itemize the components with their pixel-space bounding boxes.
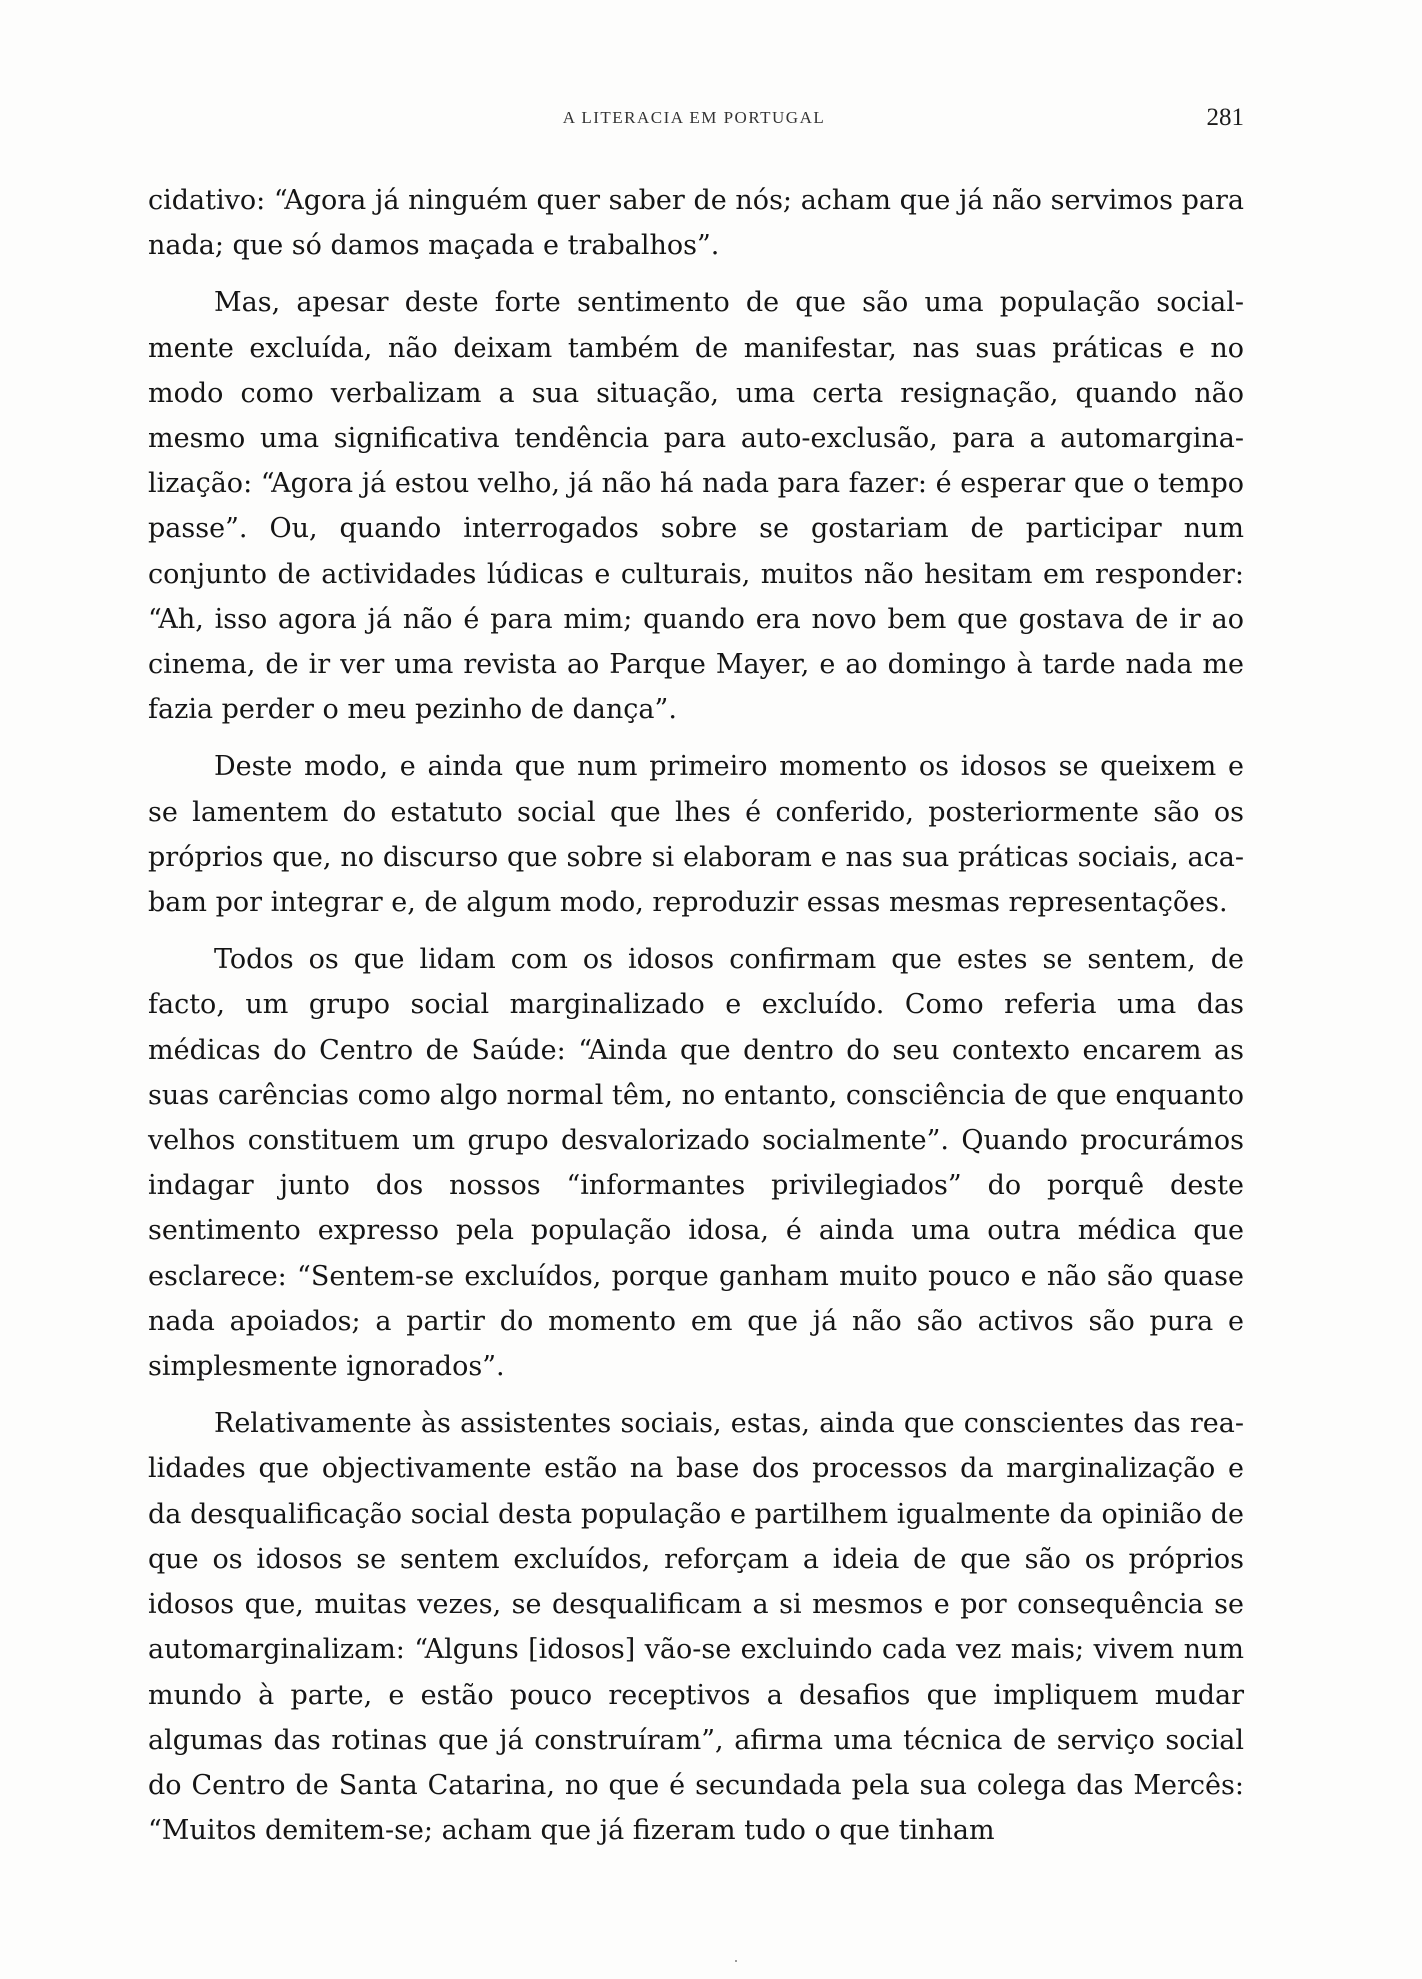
page-speck [735, 1960, 737, 1962]
paragraph: Relativamente às assistentes sociais, estas, ainda que conscientes das realidades que objectivamente estão na base dos processos da marginalização e da desqualificação social desta população e partilhem igualmente da opinião de que os idosos se sentem excluídos, reforçam a ideia de que são os próprios idosos que, muitas vezes, se desqualificam a si mesmos e por consequência se automarginalizam: “Alguns [idosos] vão-se excluindo cada vez mais; vivem num mundo à parte, e estão pouco receptivos a desafios que impliquem mudar algumas das rotinas que já construíram”, afirma uma técnica de serviço social do Centro de Santa Catarina, no que é secundada pela sua colega das Mercês: “Muitos demitem-se; acham que já fizeram tudo o que tinham [148, 1408, 1244, 1847]
paragraph-continued: cidativo: “Agora já ninguém quer saber de nós; acham que já não servimos para nada; que só damos maçada e trabalhos”. [148, 185, 1244, 262]
page-number: 281 [1206, 104, 1244, 131]
paragraph: Deste modo, e ainda que num primeiro momento os idosos se queixem e se lamentem do estatuto social que lhes é conferido, posteriormente são os próprios que, no discurso que sobre si elaboram e nas sua práticas sociais, acabam por integrar e, de algum modo, reproduzir essas mesmas representações. [148, 751, 1244, 919]
paragraph: Mas, apesar deste forte sentimento de que são uma população socialmente excluída, não deixam também de manifestar, nas suas práticas e no modo como verbalizam a sua situação, uma certa resignação, quando não mesmo uma significativa tendência para auto-exclusão, para a automarginalização: “Agora já estou velho, já não há nada para fazer: é esperar que o tempo passe”. Ou, quando interrogados sobre se gostariam de participar num conjunto de actividades lúdicas e culturais, muitos não hesitam em responder: “Ah, isso agora já não é para mim; quando era novo bem que gostava de ir ao cinema, de ir ver uma revista ao Parque Mayer, e ao domingo à tarde nada me fazia perder o meu pezinho de dança”. [148, 287, 1244, 726]
running-head [144, 104, 1244, 144]
paragraph: Todos os que lidam com os idosos confirmam que estes se sentem, de facto, um grupo social marginalizado e excluído. Como referia uma das médicas do Centro de Saúde: “Ainda que dentro do seu contexto encarem as suas carências como algo normal têm, no entanto, consciência de que enquanto velhos constituem um grupo desvalorizado socialmente”. Quando procurámos indagar junto dos nossos “informantes privilegiados” do porquê deste sentimento expresso pela população idosa, é ainda uma outra médica que esclarece: “Sentem-se excluídos, porque ganham muito pouco e não são quase nada apoiados; a partir do momento em que já não são activos são pura e simplesmente ignorados”. [148, 944, 1244, 1383]
running-title: A LITERACIA EM PORTUGAL [562, 108, 826, 127]
body-text [148, 178, 1244, 1865]
